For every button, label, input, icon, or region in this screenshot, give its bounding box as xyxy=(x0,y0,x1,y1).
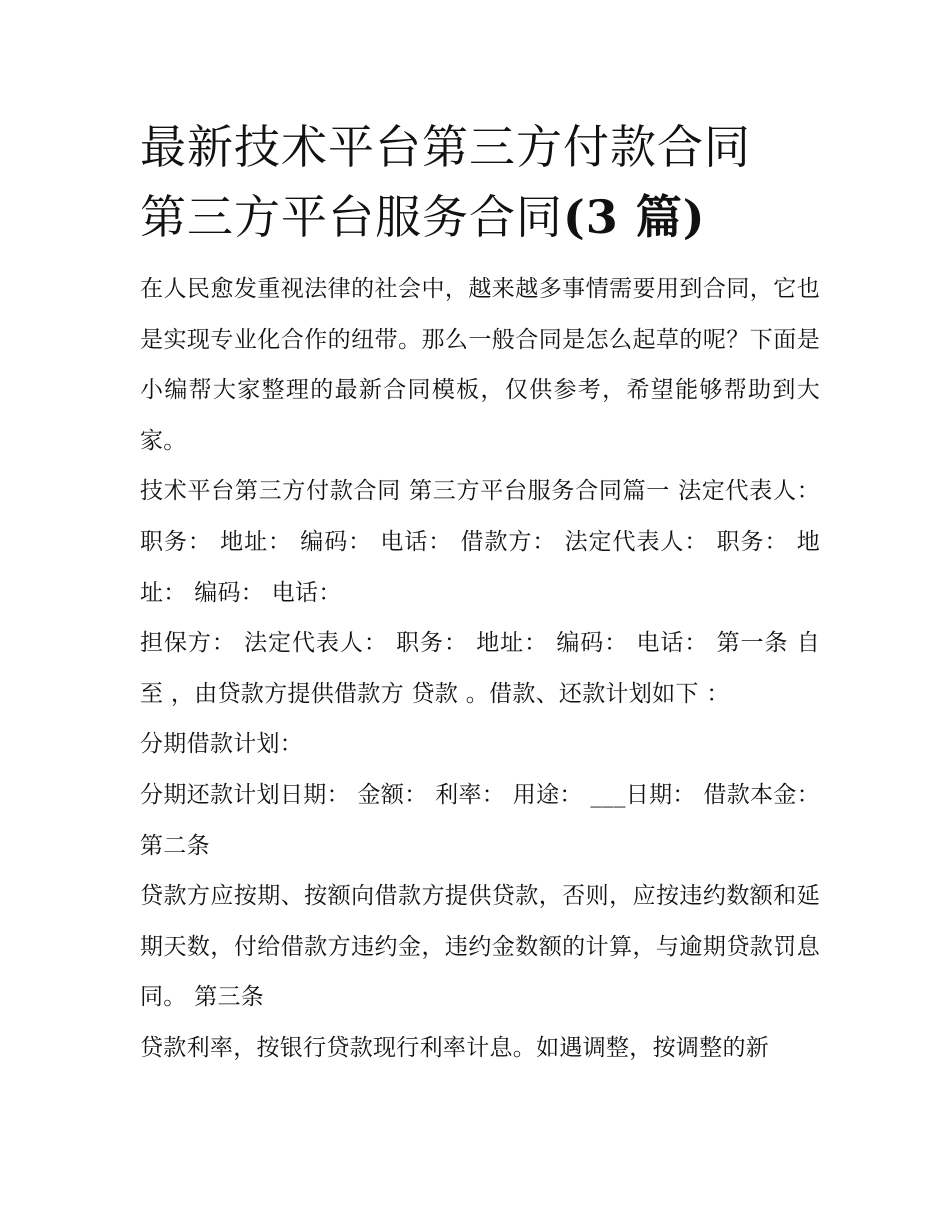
guarantor-paragraph: 担保方： 法定代表人： 职务： 地址： 编码： 电话： 第一条 自 至 ，由贷款方提供借款方 贷款 。借款、还款计划如下 ： xyxy=(140,630,820,707)
title-line-1: 最新技术平台第三方付款合同 xyxy=(140,120,751,174)
parties-paragraph: 技术平台第三方付款合同 第三方平台服务合同篇一 法定代表人： 职务： 地址： 编码： 电话： 借款方： 法定代表人： 职务： 地址： 编码： 电话： xyxy=(140,478,820,606)
document-title xyxy=(140,112,820,252)
document-page xyxy=(140,112,820,1074)
repayment-plan-paragraph: 分期还款计划日期： 金额： 利率： 用途： ___日期： 借款本金： 第二条 xyxy=(140,781,820,859)
intro-paragraph: 在人民愈发重视法律的社会中，越来越多事情需要用到合同，它也是实现专业化合作的纽带。那么一般合同是怎么起草的呢？下面是小编帮大家整理的最新合同模板，仅供参考，希望能够帮助到大家。 xyxy=(140,276,820,454)
article-three-paragraph: 贷款利率，按银行贷款现行利率计息。如遇调整，按调整的新 xyxy=(140,1034,770,1061)
title-line-2: 第三方平台服务合同(3 篇) xyxy=(140,190,706,244)
loan-plan-heading: 分期借款计划： xyxy=(140,731,304,758)
title-count-suffix: (3 篇) xyxy=(563,190,706,244)
article-two-paragraph: 贷款方应按期、按额向借款方提供贷款，否则，应按违约数额和延期天数，付给借款方违约金，违约金数额的计算，与逾期贷款罚息同。 第三条 xyxy=(140,883,820,1011)
